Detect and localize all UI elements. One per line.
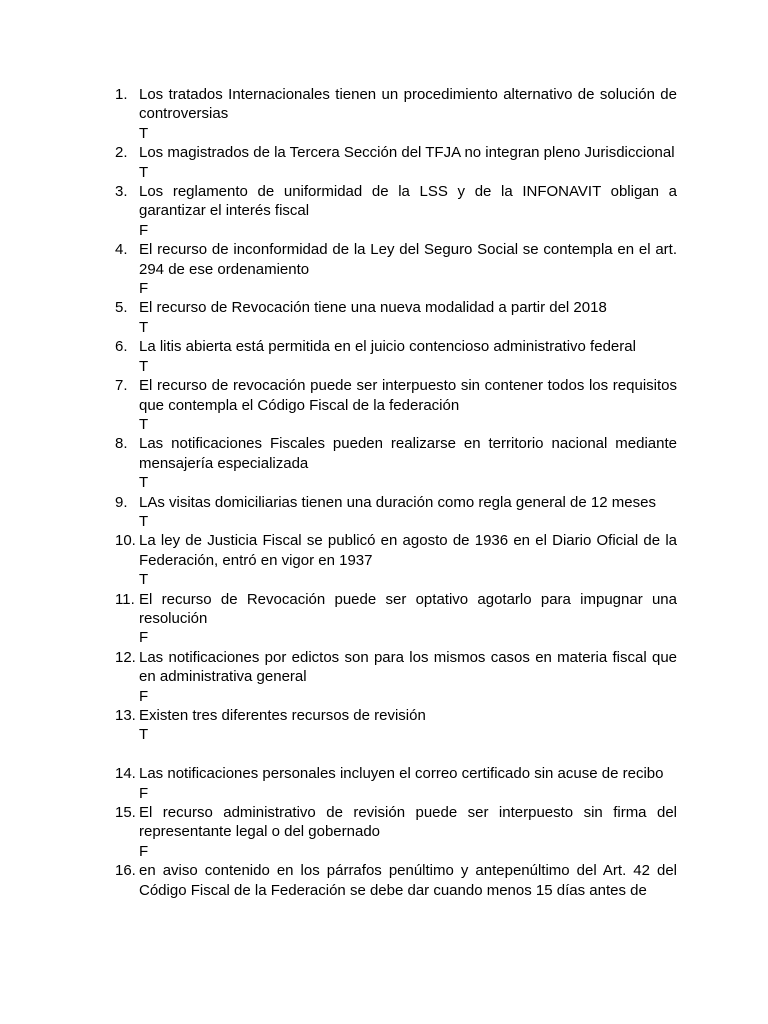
- question-text: Las notificaciones por edictos son para los mismos casos en materia fiscal que en administrativa general: [139, 648, 677, 686]
- question-body: [139, 182, 677, 240]
- question-body: [139, 298, 677, 337]
- question-text: Las notificaciones Fiscales pueden realizarse en territorio nacional mediante mensajería especializada: [139, 435, 677, 472]
- question-answer: T: [139, 163, 149, 181]
- question-answer: F: [139, 842, 149, 860]
- question-answer: T: [139, 357, 149, 375]
- question-body: [139, 337, 677, 376]
- question-item: [112, 337, 677, 376]
- question-number: 13.: [115, 707, 136, 724]
- question-text: Los tratados Internacionales tienen un procedimiento alternativo de solución de controversias: [139, 86, 677, 123]
- question-answer: T: [139, 124, 149, 142]
- question-body: [139, 706, 677, 745]
- question-number: 16.: [115, 862, 136, 880]
- question-number: 3.: [115, 183, 128, 201]
- question-number: 9.: [115, 493, 128, 511]
- question-answer: T: [139, 571, 149, 589]
- question-text: Los reglamento de uniformidad de la LSS y de la INFONAVIT obligan a garantizar el interés fiscal: [139, 183, 677, 220]
- question-item: [112, 298, 677, 337]
- question-number: 1.: [115, 86, 128, 103]
- question-text: en aviso contenido en los párrafos penúltimo y antepenúltimo del Art. 42 del Código Fiscal de la Federación se debe dar cuando menos 15 días antes de: [139, 862, 677, 899]
- question-answer: T: [139, 474, 149, 492]
- question-list: [112, 85, 677, 900]
- question-answer: F: [139, 687, 149, 705]
- question-item: [112, 648, 677, 706]
- question-number: 7.: [115, 377, 128, 395]
- question-text: Los magistrados de la Tercera Sección del TFJA no integran pleno Jurisdiccional: [139, 144, 675, 162]
- question-number: 14.: [115, 765, 136, 783]
- question-item: [112, 803, 677, 861]
- question-answer: T: [139, 318, 149, 336]
- question-item: [112, 861, 677, 900]
- question-item: [112, 434, 677, 492]
- question-number: 4.: [115, 241, 128, 259]
- question-body: [139, 143, 677, 182]
- question-item: [112, 764, 677, 803]
- question-item: [112, 182, 677, 240]
- question-text: El recurso de Revocación tiene una nueva modalidad a partir del 2018: [139, 299, 607, 317]
- question-text: El recurso de revocación puede ser interpuesto sin contener todos los requisitos que contempla el Código Fiscal de la federación: [139, 377, 677, 414]
- question-number: 10.: [115, 532, 136, 550]
- question-body: [139, 493, 677, 532]
- question-number: 8.: [115, 435, 128, 453]
- question-body: [139, 648, 677, 706]
- question-answer: T: [139, 415, 149, 433]
- question-item: [112, 493, 677, 532]
- question-answer: F: [139, 221, 149, 239]
- question-text: El recurso de Revocación puede ser optativo agotarlo para impugnar una resolución: [139, 590, 677, 627]
- question-item: [112, 143, 677, 182]
- question-text: Las notificaciones personales incluyen el correo certificado sin acuse de recibo: [139, 765, 664, 783]
- question-text: El recurso administrativo de revisión puede ser interpuesto sin firma del representante legal o del gobernado: [139, 804, 677, 841]
- question-number: 2.: [115, 144, 128, 162]
- question-text: El recurso de inconformidad de la Ley del Seguro Social se contempla en el art. 294 de ese ordenamiento: [139, 241, 677, 278]
- question-body: [139, 531, 677, 589]
- question-item: [112, 85, 677, 143]
- question-number: 15.: [115, 804, 136, 822]
- question-answer: T: [139, 512, 149, 530]
- question-item: [112, 376, 677, 434]
- question-number: 12.: [115, 648, 136, 666]
- question-body: [139, 861, 677, 900]
- question-item: [112, 590, 677, 648]
- question-number: 6.: [115, 338, 128, 356]
- question-body: [139, 85, 677, 143]
- question-item: [112, 240, 677, 298]
- question-text: La litis abierta está permitida en el juicio contencioso administrativo federal: [139, 338, 636, 356]
- question-body: [139, 240, 677, 298]
- question-number: 11.: [115, 590, 135, 608]
- question-item: [112, 706, 677, 745]
- question-item: [112, 531, 677, 589]
- question-answer: F: [139, 784, 149, 802]
- question-text: Existen tres diferentes recursos de revisión: [139, 707, 426, 724]
- question-answer: F: [139, 280, 149, 298]
- question-answer: F: [139, 629, 149, 647]
- question-body: [139, 590, 677, 648]
- question-body: [139, 434, 677, 492]
- question-body: [139, 376, 677, 434]
- question-body: [139, 764, 677, 803]
- question-text: LAs visitas domiciliarias tienen una duración como regla general de 12 meses: [139, 493, 656, 511]
- question-number: 5.: [115, 299, 128, 317]
- question-text: La ley de Justicia Fiscal se publicó en agosto de 1936 en el Diario Oficial de la Federación, entró en vigor en 1937: [139, 532, 677, 569]
- question-answer: T: [139, 726, 149, 744]
- question-body: [139, 803, 677, 861]
